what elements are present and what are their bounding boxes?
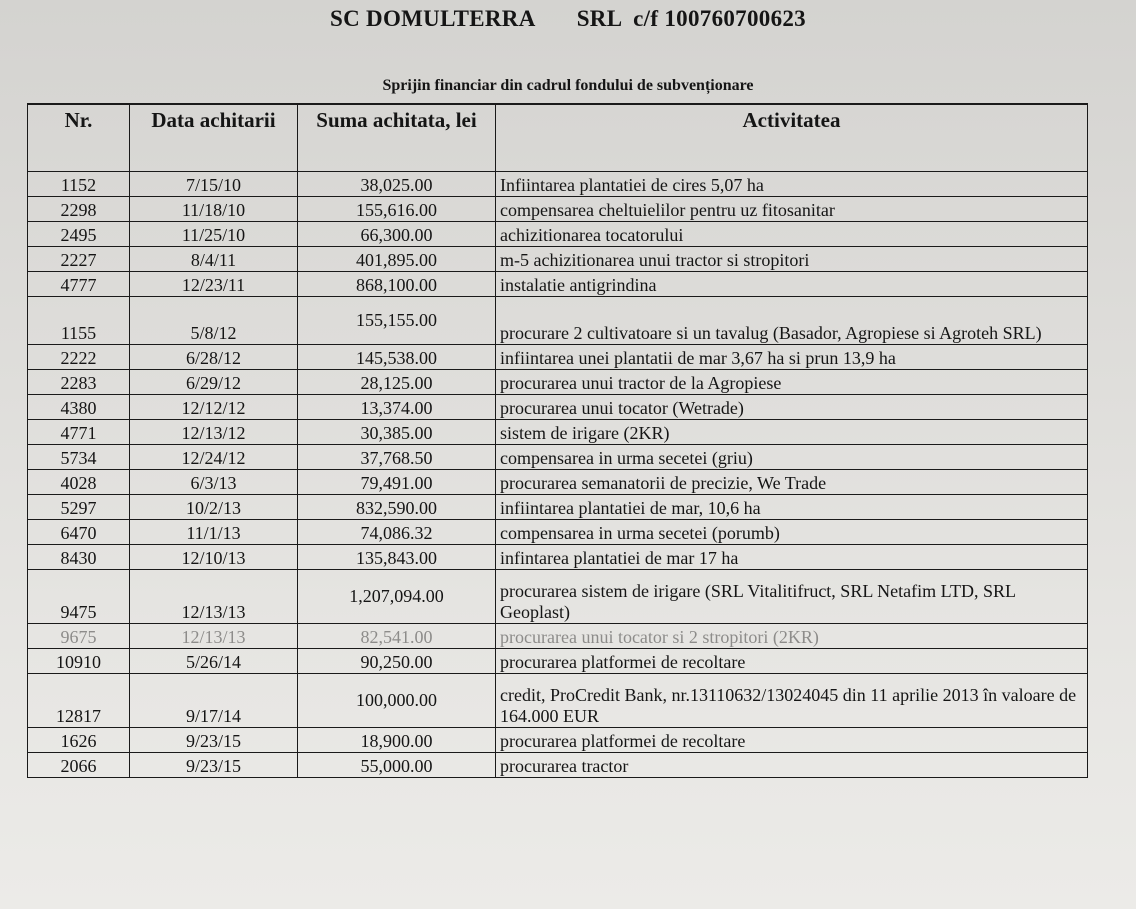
cell-activity: procurarea platformei de recoltare xyxy=(496,648,1088,673)
cell-date: 7/15/10 xyxy=(130,171,298,196)
cell-nr: 2227 xyxy=(28,246,130,271)
table-row xyxy=(28,419,1088,444)
cell-date: 12/12/12 xyxy=(130,394,298,419)
cell-date: 12/10/13 xyxy=(130,544,298,569)
cell-date: 12/23/11 xyxy=(130,271,298,296)
cell-sum: 145,538.00 xyxy=(298,344,496,369)
cell-activity: credit, ProCredit Bank, nr.13110632/13024045 din 11 aprilie 2013 în valoare de 164.000 EUR xyxy=(496,673,1088,727)
cell-sum: 30,385.00 xyxy=(298,419,496,444)
column-header-activity: Activitatea xyxy=(496,104,1088,171)
cell-sum: 100,000.00 xyxy=(298,673,496,727)
cell-activity: procurarea sistem de irigare (SRL Vitalitifruct, SRL Netafim LTD, SRL Geoplast) xyxy=(496,569,1088,623)
table-row xyxy=(28,494,1088,519)
table-row xyxy=(28,171,1088,196)
cell-nr: 5297 xyxy=(28,494,130,519)
cell-sum: 90,250.00 xyxy=(298,648,496,673)
table-row xyxy=(28,569,1088,623)
cell-date: 12/13/13 xyxy=(130,623,298,648)
cell-sum: 155,155.00 xyxy=(298,296,496,344)
table-header-row xyxy=(28,104,1088,171)
company-header: SC DOMULTERRA SRL c/f 100760700623 xyxy=(330,6,806,31)
cell-sum: 28,125.00 xyxy=(298,369,496,394)
cell-nr: 4777 xyxy=(28,271,130,296)
cell-activity: procurarea tractor xyxy=(496,752,1088,777)
table-row xyxy=(28,444,1088,469)
cell-activity: procurarea platformei de recoltare xyxy=(496,727,1088,752)
cell-activity: compensarea in urma secetei (porumb) xyxy=(496,519,1088,544)
cell-nr: 9475 xyxy=(28,569,130,623)
cell-nr: 2066 xyxy=(28,752,130,777)
cell-nr: 2222 xyxy=(28,344,130,369)
cell-sum: 37,768.50 xyxy=(298,444,496,469)
cell-nr: 8430 xyxy=(28,544,130,569)
column-header-nr: Nr. xyxy=(28,104,130,171)
cell-date: 11/18/10 xyxy=(130,196,298,221)
cell-sum: 135,843.00 xyxy=(298,544,496,569)
table-row xyxy=(28,623,1088,648)
cell-sum: 82,541.00 xyxy=(298,623,496,648)
cell-activity: m-5 achizitionarea unui tractor si stropitori xyxy=(496,246,1088,271)
cell-nr: 5734 xyxy=(28,444,130,469)
table-row xyxy=(28,344,1088,369)
cell-sum: 868,100.00 xyxy=(298,271,496,296)
cell-sum: 155,616.00 xyxy=(298,196,496,221)
column-header-date: Data achitarii xyxy=(130,104,298,171)
cell-date: 6/3/13 xyxy=(130,469,298,494)
cell-nr: 6470 xyxy=(28,519,130,544)
table-row xyxy=(28,394,1088,419)
table-row xyxy=(28,544,1088,569)
cell-date: 11/1/13 xyxy=(130,519,298,544)
cell-activity: procurarea unui tocator si 2 stropitori (2KR) xyxy=(496,623,1088,648)
table-row xyxy=(28,727,1088,752)
cell-date: 5/26/14 xyxy=(130,648,298,673)
cell-nr: 2283 xyxy=(28,369,130,394)
cell-sum: 401,895.00 xyxy=(298,246,496,271)
subsidy-table xyxy=(27,103,1088,778)
cell-nr: 2495 xyxy=(28,221,130,246)
table-row xyxy=(28,673,1088,727)
cell-sum: 55,000.00 xyxy=(298,752,496,777)
cell-activity: sistem de irigare (2KR) xyxy=(496,419,1088,444)
cell-activity: achizitionarea tocatorului xyxy=(496,221,1088,246)
cell-date: 6/28/12 xyxy=(130,344,298,369)
cell-sum: 832,590.00 xyxy=(298,494,496,519)
cell-nr: 9675 xyxy=(28,623,130,648)
table-row xyxy=(28,296,1088,344)
cell-activity: infintarea plantatiei de mar 17 ha xyxy=(496,544,1088,569)
cell-activity: procurarea unui tractor de la Agropiese xyxy=(496,369,1088,394)
cell-date: 12/13/12 xyxy=(130,419,298,444)
cell-date: 9/23/15 xyxy=(130,727,298,752)
cell-nr: 1155 xyxy=(28,296,130,344)
cell-nr: 4380 xyxy=(28,394,130,419)
cell-sum: 38,025.00 xyxy=(298,171,496,196)
cell-sum: 1,207,094.00 xyxy=(298,569,496,623)
table-row xyxy=(28,246,1088,271)
cell-sum: 13,374.00 xyxy=(298,394,496,419)
cell-date: 8/4/11 xyxy=(130,246,298,271)
cell-activity: Infiintarea plantatiei de cires 5,07 ha xyxy=(496,171,1088,196)
cell-date: 11/25/10 xyxy=(130,221,298,246)
cell-nr: 12817 xyxy=(28,673,130,727)
table-row xyxy=(28,469,1088,494)
cell-sum: 66,300.00 xyxy=(298,221,496,246)
cell-date: 6/29/12 xyxy=(130,369,298,394)
cell-nr: 4771 xyxy=(28,419,130,444)
cell-activity: instalatie antigrindina xyxy=(496,271,1088,296)
column-header-sum: Suma achitata, lei xyxy=(298,104,496,171)
cell-activity: procurarea unui tocator (Wetrade) xyxy=(496,394,1088,419)
cell-date: 5/8/12 xyxy=(130,296,298,344)
cell-date: 12/13/13 xyxy=(130,569,298,623)
cell-sum: 18,900.00 xyxy=(298,727,496,752)
table-row xyxy=(28,369,1088,394)
table-row xyxy=(28,752,1088,777)
table-row xyxy=(28,648,1088,673)
table-row xyxy=(28,519,1088,544)
table-row xyxy=(28,221,1088,246)
cell-activity: infiintarea plantatiei de mar, 10,6 ha xyxy=(496,494,1088,519)
cell-date: 12/24/12 xyxy=(130,444,298,469)
cell-activity: compensarea in urma secetei (griu) xyxy=(496,444,1088,469)
table-row xyxy=(28,196,1088,221)
cell-nr: 1626 xyxy=(28,727,130,752)
cell-date: 9/23/15 xyxy=(130,752,298,777)
table-row xyxy=(28,271,1088,296)
cell-nr: 10910 xyxy=(28,648,130,673)
cell-date: 9/17/14 xyxy=(130,673,298,727)
cell-nr: 1152 xyxy=(28,171,130,196)
cell-nr: 4028 xyxy=(28,469,130,494)
cell-activity: infiintarea unei plantatii de mar 3,67 ha si prun 13,9 ha xyxy=(496,344,1088,369)
cell-nr: 2298 xyxy=(28,196,130,221)
cell-sum: 79,491.00 xyxy=(298,469,496,494)
cell-activity: procurare 2 cultivatoare si un tavalug (Basador, Agropiese si Agroteh SRL) xyxy=(496,296,1088,344)
cell-date: 10/2/13 xyxy=(130,494,298,519)
cell-sum: 74,086.32 xyxy=(298,519,496,544)
cell-activity: compensarea cheltuielilor pentru uz fitosanitar xyxy=(496,196,1088,221)
document-subtitle: Sprijin financiar din cadrul fondului de subvenționare xyxy=(382,77,754,94)
cell-activity: procurarea semanatorii de precizie, We Trade xyxy=(496,469,1088,494)
